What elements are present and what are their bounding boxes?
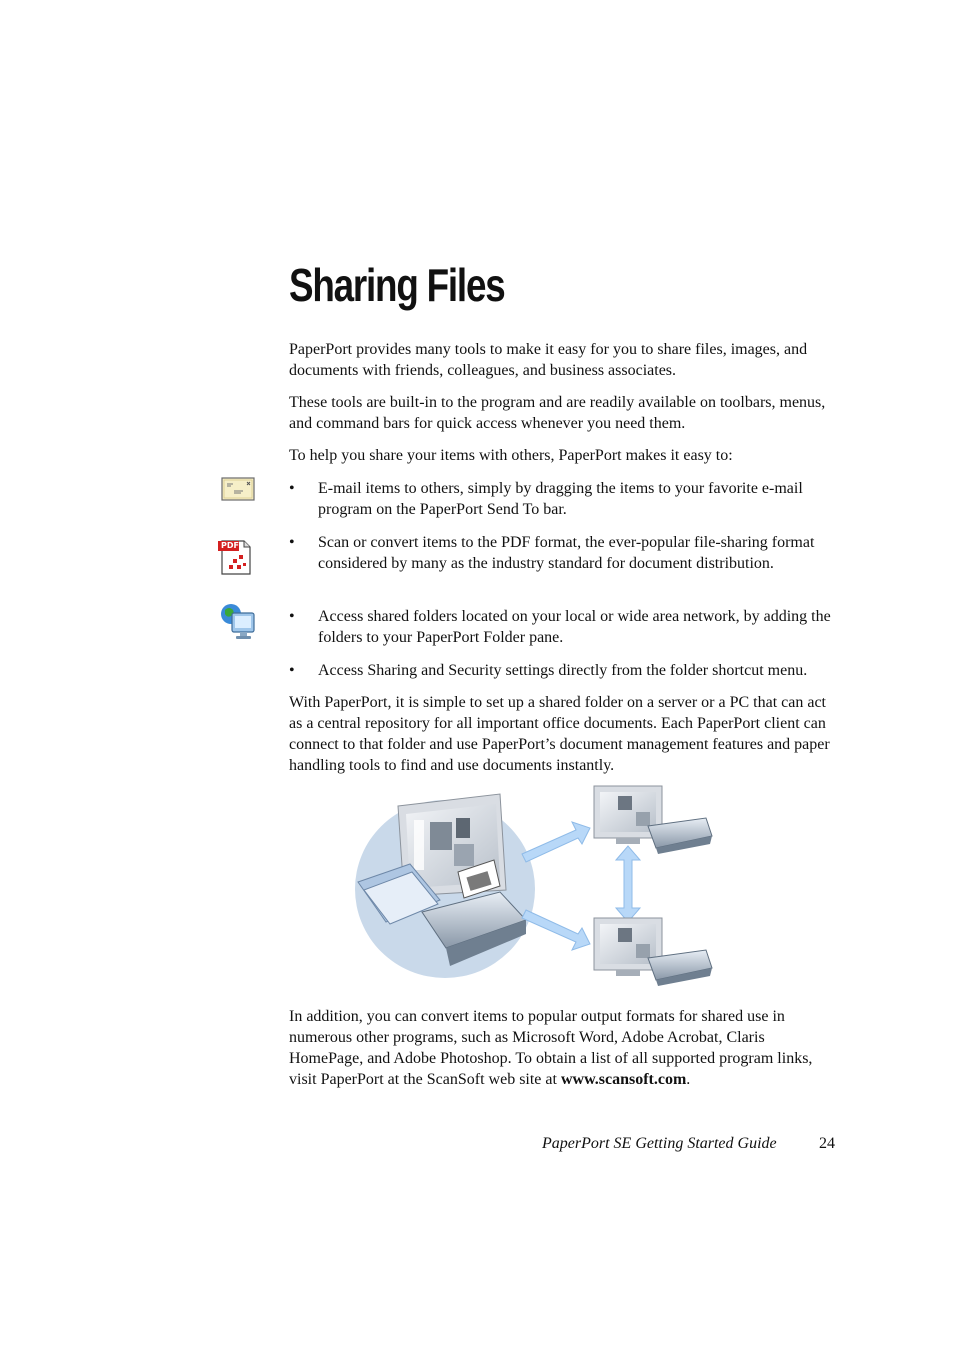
footer-page-number: 24 bbox=[819, 1135, 835, 1152]
network-computer-icon bbox=[219, 602, 257, 645]
bullet-marker: • bbox=[289, 534, 295, 551]
closing-paragraph bbox=[289, 1006, 841, 1090]
intro-paragraph-2: These tools are built-in to the program and are readily available on toolbars, menus, and command bars for quick access whenever you need them. bbox=[289, 394, 826, 432]
bullet-text-security: Access Sharing and Security settings directly from the folder shortcut menu. bbox=[318, 662, 808, 679]
intro-paragraph-1: PaperPort provides many tools to make it easy for you to share files, images, and documents with friends, colleagues, and business associates. bbox=[289, 341, 808, 379]
network-sharing-illustration bbox=[350, 782, 720, 999]
pdf-icon-label: PDF bbox=[221, 541, 239, 550]
bullet-text-folders: Access shared folders located on your local or wide area network, by adding the folders to your PaperPort Folder pane. bbox=[318, 608, 831, 646]
closing-end: . bbox=[686, 1071, 691, 1088]
closing-text: In addition, you can convert items to popular output formats for shared use in numerous other programs, such as Microsoft Word, Adobe Acrobat, Claris HomePage, and Adobe Photoshop. To obtain a list of all supported program links, visit PaperPort at the ScanSoft web site at bbox=[289, 1008, 813, 1088]
bullet-marker: • bbox=[289, 480, 295, 497]
page-title: Sharing Files bbox=[289, 259, 505, 311]
bullet-marker: • bbox=[289, 662, 295, 679]
email-icon bbox=[221, 477, 255, 506]
body-paragraph: With PaperPort, it is simple to set up a shared folder on a server or a PC that can act as a central repository for all important office documents. Each PaperPort client can connect to that folder and use PaperPort’s document management features and paper handling tools to find and use documents instantly. bbox=[289, 694, 830, 774]
scansoft-link[interactable]: www.scansoft.com bbox=[560, 1071, 687, 1088]
footer-guide-title: PaperPort SE Getting Started Guide bbox=[542, 1135, 777, 1152]
bullet-text-pdf: Scan or convert items to the PDF format, the ever-popular file-sharing format considered by many as the industry standard for document distribution. bbox=[318, 534, 815, 572]
intro-paragraph-3: To help you share your items with others, PaperPort makes it easy to: bbox=[289, 447, 733, 464]
pdf-icon bbox=[217, 538, 253, 576]
bullet-marker: • bbox=[289, 608, 295, 625]
bullet-text-email: E-mail items to others, simply by dragging the items to your favorite e-mail program on the PaperPort Send To bar. bbox=[318, 480, 803, 518]
